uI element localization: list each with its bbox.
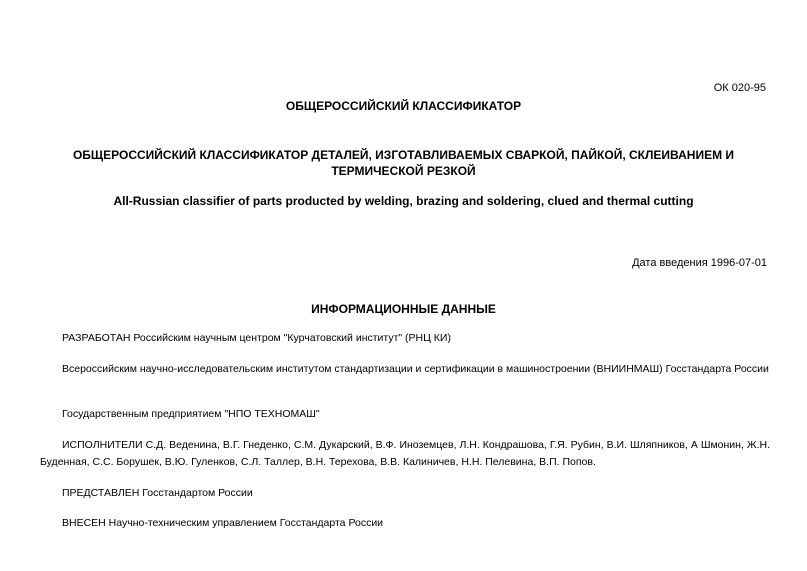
english-title: All-Russian classifier of parts producted by welding, brazing and soldering, clued and thermal cutting [113, 194, 694, 208]
vniinmash-paragraph: Всероссийским научно-исследовательским институтом стандартизации и сертификации в машиностроении (ВНИИНМАШ) Госстандарта России [62, 363, 769, 375]
developer-paragraph: РАЗРАБОТАН Российским научным центром "Курчатовский институт" (РНЦ КИ) [62, 332, 451, 344]
presented-paragraph: ПРЕДСТАВЛЕН Госстандартом России [62, 487, 253, 499]
executors-paragraph: ИСПОЛНИТЕЛИ С.Д. Веденина, В.Г. Гнеденко, С.М. Дукарский, В.Ф. Иноземцев, Л.Н. Кондрашова, Г.Я. Рубин, В.И. Шляпников, А Шмонин, Ж.Н. Буденная, С.С. Борушек, В.Ю. Гуленков, С.Л. Таллер, В.Н. Терехова, В.В. Калиничев, Н.Н. Пелевина, В.П. Попов. [40, 439, 770, 468]
main-title: ОБЩЕРОССИЙСКИЙ КЛАССИФИКАТОР [285, 99, 522, 113]
tehnomash-paragraph: Государственным предприятием "НПО ТЕХНОМАШ" [62, 408, 320, 420]
full-title: ОБЩЕРОССИЙСКИЙ КЛАССИФИКАТОР ДЕТАЛЕЙ, ИЗГОТАВЛИВАЕМЫХ СВАРКОЙ, ПАЙКОЙ, СКЛЕИВАНИЕМ И ТЕРМИЧЕСКОЙ РЕЗКОЙ [72, 148, 735, 178]
introduction-date: Дата введения 1996-07-01 [632, 257, 767, 269]
info-section-heading: ИНФОРМАЦИОННЫЕ ДАННЫЕ [311, 302, 496, 316]
classifier-code: ОК 020-95 [713, 82, 766, 94]
introduced-paragraph: ВНЕСЕН Научно-техническим управлением Госстандарта России [62, 517, 384, 529]
